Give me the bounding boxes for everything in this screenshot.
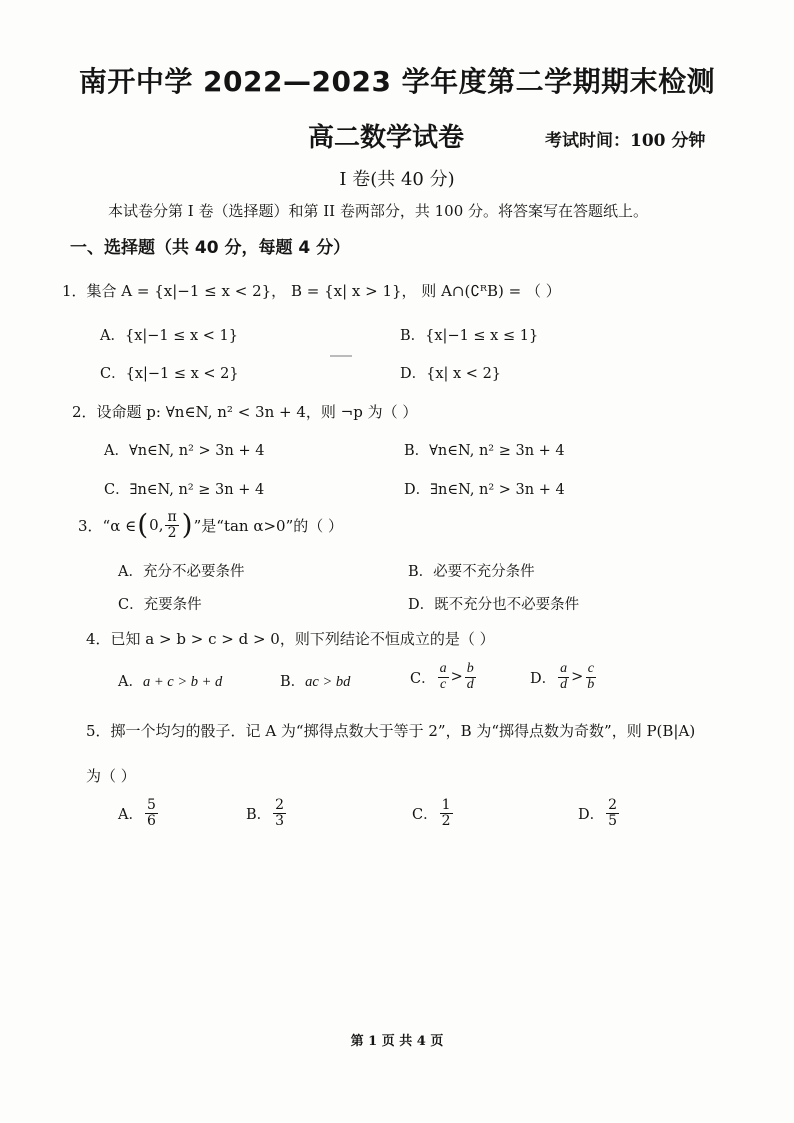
fraction <box>558 662 569 692</box>
fraction-denominator: 6 <box>146 812 156 829</box>
question-5-option-a <box>118 798 160 828</box>
question-4-option-c <box>410 662 478 692</box>
question-1-option-d: D．{x| x < 2} <box>400 366 502 382</box>
question-4-option-b <box>280 670 350 691</box>
question-3-option-d: D．既不充分也不必要条件 <box>408 597 580 613</box>
question-1-stem: 1．集合 A = {x|−1 ≤ x < 2}， B = {x| x > 1}， 则 A∩(∁ᴿB) = （ ） <box>62 282 561 300</box>
fraction <box>606 798 619 828</box>
question-3-stem-prefix: 3．“α ∈ <box>78 516 137 535</box>
fraction-denominator: 2 <box>441 812 451 829</box>
option-label: C． <box>412 806 438 823</box>
fraction-denominator: 3 <box>275 812 285 829</box>
exam-title: 南开中学 2022—2023 学年度第二学期期末检测 <box>78 65 716 98</box>
open-paren: ( <box>137 508 149 542</box>
option-label: B． <box>246 806 272 823</box>
fraction-numerator: 2 <box>275 797 285 813</box>
instructions: 本试卷分第 I 卷（选择题）和第 II 卷两部分，共 100 分。将答案写在答题纸上。 <box>108 202 649 220</box>
question-5-option-d <box>578 798 621 828</box>
fraction-denominator: 2 <box>167 524 177 541</box>
fraction-numerator: 2 <box>608 797 618 813</box>
fraction-numerator: a <box>560 661 568 676</box>
question-4-stem: 4．已知 a > b > c > d > 0，则下列结论不恒成立的是（ ） <box>86 630 495 648</box>
exam-time: 考试时间：100 分钟 <box>545 131 706 151</box>
page-footer: 第 1 页 共 4 页 <box>350 1034 444 1049</box>
question-1-option-b: B．{x|−1 ≤ x ≤ 1} <box>400 328 539 344</box>
question-2-option-c: C．∃n∈N, n² ≥ 3n + 4 <box>104 482 265 498</box>
question-4-option-d <box>530 662 598 692</box>
option-text: ac > bd <box>305 674 351 690</box>
close-paren: ) <box>181 508 193 542</box>
question-3-stem <box>78 510 343 540</box>
question-3-option-a: A．充分不必要条件 <box>118 564 245 580</box>
fraction-denominator: c <box>440 676 447 692</box>
question-1-option-a: A．{x|−1 ≤ x < 1} <box>100 328 238 344</box>
fraction-denominator: d <box>560 676 568 692</box>
fraction-numerator: c <box>587 661 594 676</box>
fraction-numerator: a <box>439 661 447 676</box>
option-text: a + c > b + d <box>142 674 223 690</box>
fraction <box>585 662 596 692</box>
fraction-numerator: π <box>167 509 177 525</box>
scan-artifact <box>330 355 352 357</box>
greater-than-sign: > <box>450 669 463 686</box>
fraction-denominator: 5 <box>608 812 618 829</box>
option-label: A． <box>118 806 143 823</box>
pi-over-2-fraction <box>165 510 178 540</box>
question-5-stem: 5．掷一个均匀的骰子．记 A 为“掷得点数大于等于 2”，B 为“掷得点数为奇数”，则 P(B|A) <box>86 722 696 740</box>
question-3-option-b: B．必要不充分条件 <box>408 564 535 580</box>
option-label: A． <box>118 674 143 690</box>
option-label: B． <box>280 674 306 690</box>
exam-subtitle: 高二数学试卷 <box>308 123 465 153</box>
question-4-option-a <box>118 670 222 691</box>
option-label: C． <box>410 670 436 687</box>
part-title: 一、选择题（共 40 分，每题 4 分） <box>70 238 351 258</box>
question-3-interval-left: 0, <box>149 516 164 535</box>
question-5-stem-continued: 为（ ） <box>86 767 136 785</box>
fraction <box>438 662 449 692</box>
option-label: D． <box>530 670 557 687</box>
fraction <box>465 662 476 692</box>
fraction <box>273 798 286 828</box>
greater-than-sign: > <box>571 669 584 686</box>
fraction <box>145 798 158 828</box>
fraction-numerator: 1 <box>441 797 451 813</box>
fraction-numerator: b <box>466 661 474 676</box>
fraction-numerator: 5 <box>146 797 156 813</box>
question-2-option-b: B．∀n∈N, n² ≥ 3n + 4 <box>404 443 565 459</box>
question-5-option-c <box>412 798 455 828</box>
fraction-denominator: b <box>587 676 595 692</box>
fraction <box>440 798 453 828</box>
question-3-option-c: C．充要条件 <box>118 597 202 613</box>
question-5-option-b <box>246 798 288 828</box>
fraction-denominator: d <box>466 676 474 692</box>
question-1-option-c: C．{x|−1 ≤ x < 2} <box>100 366 239 382</box>
section-heading: I 卷(共 40 分) <box>339 169 455 190</box>
question-3-stem-suffix: ”是“tan α>0”的（ ） <box>193 516 344 535</box>
question-2-option-d: D．∃n∈N, n² > 3n + 4 <box>404 482 565 498</box>
question-2-option-a: A．∀n∈N, n² > 3n + 4 <box>104 443 265 459</box>
question-2-stem: 2．设命题 p: ∀n∈N, n² < 3n + 4，则 ¬p 为（ ） <box>72 403 418 421</box>
option-label: D． <box>578 806 605 823</box>
